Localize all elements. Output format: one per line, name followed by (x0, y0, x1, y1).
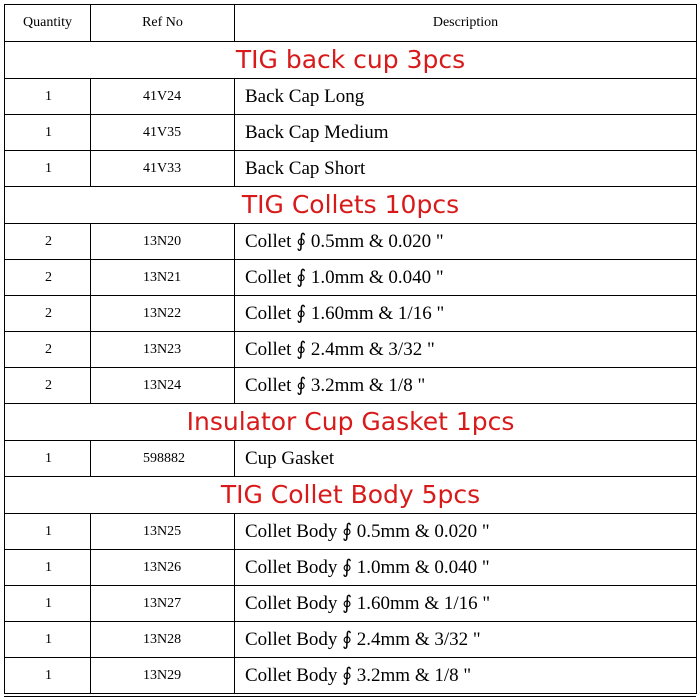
quantity-cell: 1 (5, 151, 91, 187)
ref-no-cell: 13N22 (91, 296, 235, 332)
ref-no-cell: 13N20 (91, 224, 235, 260)
parts-table (4, 4, 697, 694)
table-row (5, 550, 697, 586)
description-cell: Back Cap Long (235, 79, 697, 115)
description-cell: Collet ∮ 1.0mm & 0.040 " (235, 260, 697, 296)
ref-no-cell: 13N29 (91, 658, 235, 694)
section-title: TIG Collet Body 5pcs (5, 477, 697, 514)
quantity-cell: 1 (5, 586, 91, 622)
section-title: Insulator Cup Gasket 1pcs (5, 404, 697, 441)
parts-list (4, 4, 696, 694)
description-cell: Collet Body ∮ 0.5mm & 0.020 " (235, 514, 697, 550)
ref-no-cell: 13N25 (91, 514, 235, 550)
header-row (5, 5, 697, 42)
table-bottom-rule (4, 696, 696, 697)
header-description: Description (235, 5, 697, 42)
quantity-cell: 1 (5, 658, 91, 694)
quantity-cell: 2 (5, 368, 91, 404)
description-cell: Cup Gasket (235, 441, 697, 477)
table-row (5, 224, 697, 260)
ref-no-cell: 13N24 (91, 368, 235, 404)
description-cell: Collet Body ∮ 3.2mm & 1/8 " (235, 658, 697, 694)
quantity-cell: 2 (5, 224, 91, 260)
ref-no-cell: 13N26 (91, 550, 235, 586)
table-row (5, 260, 697, 296)
table-row (5, 151, 697, 187)
ref-no-cell: 13N27 (91, 586, 235, 622)
header-ref-no: Ref No (91, 5, 235, 42)
section-title-row (5, 477, 697, 514)
section-title-row (5, 187, 697, 224)
table-row (5, 586, 697, 622)
table-row (5, 441, 697, 477)
quantity-cell: 2 (5, 260, 91, 296)
ref-no-cell: 13N21 (91, 260, 235, 296)
description-cell: Back Cap Short (235, 151, 697, 187)
quantity-cell: 1 (5, 514, 91, 550)
description-cell: Collet Body ∮ 1.0mm & 0.040 " (235, 550, 697, 586)
description-cell: Collet ∮ 1.60mm & 1/16 " (235, 296, 697, 332)
quantity-cell: 1 (5, 79, 91, 115)
ref-no-cell: 13N23 (91, 332, 235, 368)
header-quantity: Quantity (5, 5, 91, 42)
description-cell: Collet Body ∮ 1.60mm & 1/16 " (235, 586, 697, 622)
description-cell: Back Cap Medium (235, 115, 697, 151)
table-row (5, 296, 697, 332)
ref-no-cell: 598882 (91, 441, 235, 477)
section-title-row (5, 404, 697, 441)
table-row (5, 332, 697, 368)
quantity-cell: 1 (5, 441, 91, 477)
table-row (5, 622, 697, 658)
section-title-row (5, 42, 697, 79)
table-row (5, 514, 697, 550)
quantity-cell: 2 (5, 296, 91, 332)
description-cell: Collet ∮ 0.5mm & 0.020 " (235, 224, 697, 260)
table-row (5, 79, 697, 115)
ref-no-cell: 41V35 (91, 115, 235, 151)
ref-no-cell: 13N28 (91, 622, 235, 658)
table-row (5, 658, 697, 694)
section-title: TIG Collets 10pcs (5, 187, 697, 224)
description-cell: Collet ∮ 2.4mm & 3/32 " (235, 332, 697, 368)
quantity-cell: 1 (5, 115, 91, 151)
ref-no-cell: 41V33 (91, 151, 235, 187)
quantity-cell: 1 (5, 550, 91, 586)
quantity-cell: 2 (5, 332, 91, 368)
ref-no-cell: 41V24 (91, 79, 235, 115)
table-row (5, 368, 697, 404)
quantity-cell: 1 (5, 622, 91, 658)
description-cell: Collet ∮ 3.2mm & 1/8 " (235, 368, 697, 404)
section-title: TIG back cup 3pcs (5, 42, 697, 79)
table-row (5, 115, 697, 151)
description-cell: Collet Body ∮ 2.4mm & 3/32 " (235, 622, 697, 658)
